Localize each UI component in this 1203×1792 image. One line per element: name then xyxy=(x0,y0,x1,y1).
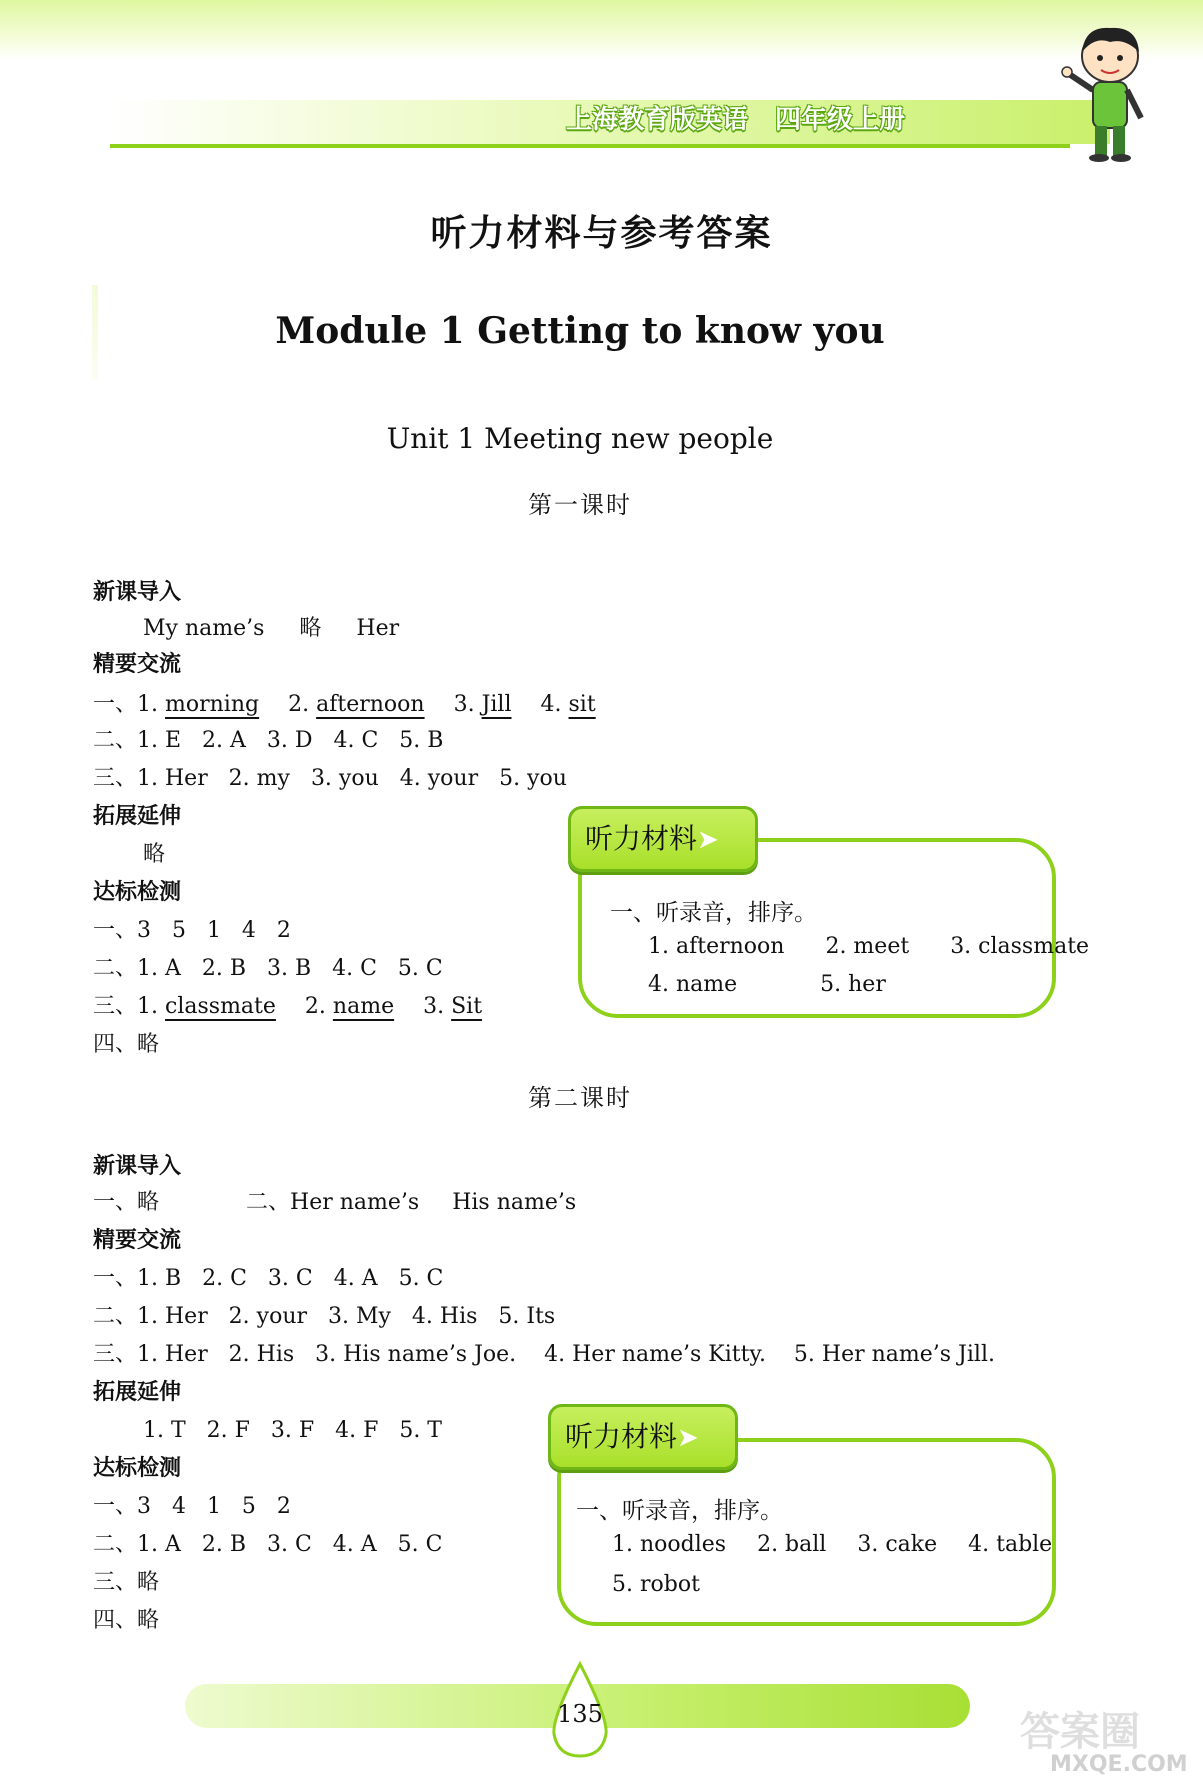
answer-line xyxy=(93,1186,576,1220)
answer-word: Jill xyxy=(481,692,512,717)
listening-item: 2. meet xyxy=(825,934,910,959)
answer-line: 一、3 4 1 5 2 xyxy=(93,1494,291,1519)
answer-number: 3. xyxy=(423,994,445,1019)
answer-line: 1. T 2. F 3. F 4. F 5. T xyxy=(143,1418,442,1443)
listening-item: 3. cake xyxy=(857,1532,938,1557)
arrow-icon: ➤ xyxy=(697,825,719,855)
watermark-site: MXQE.COM xyxy=(1050,1752,1188,1777)
answer-word: name xyxy=(332,994,395,1019)
answer-prefix: 三、 xyxy=(93,994,138,1019)
answer-line: 三、略 xyxy=(93,1570,160,1595)
section-heading: 精要交流 xyxy=(93,1228,182,1253)
answer-word: morning xyxy=(165,692,260,717)
listening-item: 3. classmate xyxy=(950,934,1090,959)
answer-number: 2. xyxy=(288,692,310,717)
answer-number: 3. xyxy=(453,692,475,717)
cartoon-boy-icon xyxy=(1055,18,1165,168)
answer-word: sit xyxy=(568,692,596,717)
answer-line: 一、1. B 2. C 3. C 4. A 5. C xyxy=(93,1266,444,1291)
header-series: 上海教育版英语 xyxy=(566,105,749,135)
header-rule xyxy=(110,144,1070,148)
listening-tab xyxy=(568,806,758,872)
answer-text: 略 xyxy=(299,616,322,641)
section-heading: 新课导入 xyxy=(93,1154,182,1179)
answer-line xyxy=(93,990,482,1024)
answer-line: 略 xyxy=(143,842,166,867)
listening-row xyxy=(612,1572,700,1597)
section-heading: 精要交流 xyxy=(93,652,182,677)
listening-item: 5. her xyxy=(820,972,886,997)
listening-tab-label: 听力材料 xyxy=(565,1420,678,1453)
listening-instruction: 一、听录音，排序。 xyxy=(610,900,817,926)
listening-row xyxy=(648,972,886,997)
section-heading: 新课导入 xyxy=(93,580,182,605)
answer-number: 1. xyxy=(137,692,159,717)
listening-tab xyxy=(548,1404,738,1470)
section-heading: 拓展延伸 xyxy=(93,1380,182,1405)
listening-item: 4. table xyxy=(968,1532,1053,1557)
answer-word: Sit xyxy=(451,994,483,1019)
answer-word: afternoon xyxy=(316,692,425,717)
arrow-icon: ➤ xyxy=(677,1423,699,1453)
answer-line: 一、3 5 1 4 2 xyxy=(93,918,291,943)
answer-prefix: 一、 xyxy=(93,692,138,717)
answer-text: 一、略 xyxy=(93,1190,160,1215)
listening-instruction: 一、听录音，排序。 xyxy=(576,1498,783,1524)
answer-line: 三、1. Her 2. His 3. His name’s Joe. 4. Her name’s Kitty. 5. Her name’s Jill. xyxy=(93,1342,995,1367)
header-glow xyxy=(0,0,1203,60)
listening-item: 1. afternoon xyxy=(648,934,785,959)
answer-line: 二、1. A 2. B 3. B 4. C 5. C xyxy=(93,956,443,981)
answer-line: 二、1. E 2. A 3. D 4. C 5. B xyxy=(93,728,444,753)
listening-item: 2. ball xyxy=(757,1532,827,1557)
answer-line: 四、略 xyxy=(93,1608,160,1633)
lesson-title: 第一课时 xyxy=(528,491,632,519)
listening-item: 4. name xyxy=(648,972,738,997)
answer-line: 三、1. Her 2. my 3. you 4. your 5. you xyxy=(93,766,567,791)
listening-item: 1. noodles xyxy=(612,1532,727,1557)
lesson-title: 第二课时 xyxy=(528,1084,632,1112)
answer-word: classmate xyxy=(165,994,276,1019)
watermark-logo: 答案圈 xyxy=(1020,1709,1140,1755)
answer-text: His name’s xyxy=(452,1190,577,1215)
header-grade: 四年级上册 xyxy=(775,105,906,135)
answer-number: 4. xyxy=(540,692,562,717)
answer-line xyxy=(143,612,399,646)
answer-line: 二、1. A 2. B 3. C 4. A 5. C xyxy=(93,1532,443,1557)
section-heading: 达标检测 xyxy=(93,880,182,905)
listening-item: 5. robot xyxy=(612,1572,700,1597)
answer-line xyxy=(93,688,596,722)
answer-line: 四、略 xyxy=(93,1032,160,1057)
module-title: Module 1 Getting to know you xyxy=(275,310,885,352)
unit-title: Unit 1 Meeting new people xyxy=(386,422,774,455)
answer-number: 1. xyxy=(137,994,159,1019)
answer-line: 二、1. Her 2. your 3. My 4. His 5. Its xyxy=(93,1304,556,1329)
answer-text: 二、Her name’s xyxy=(246,1190,420,1215)
answer-number: 2. xyxy=(304,994,326,1019)
page-number: 135 xyxy=(557,1700,603,1728)
answer-text: My name’s xyxy=(143,616,265,641)
answer-text: Her xyxy=(356,616,400,641)
listening-row xyxy=(648,934,1089,959)
section-heading: 拓展延伸 xyxy=(93,804,182,829)
listening-row xyxy=(612,1532,1052,1557)
listening-tab-label: 听力材料 xyxy=(585,822,698,855)
section-heading: 达标检测 xyxy=(93,1456,182,1481)
page-title: 听力材料与参考答案 xyxy=(430,213,773,254)
